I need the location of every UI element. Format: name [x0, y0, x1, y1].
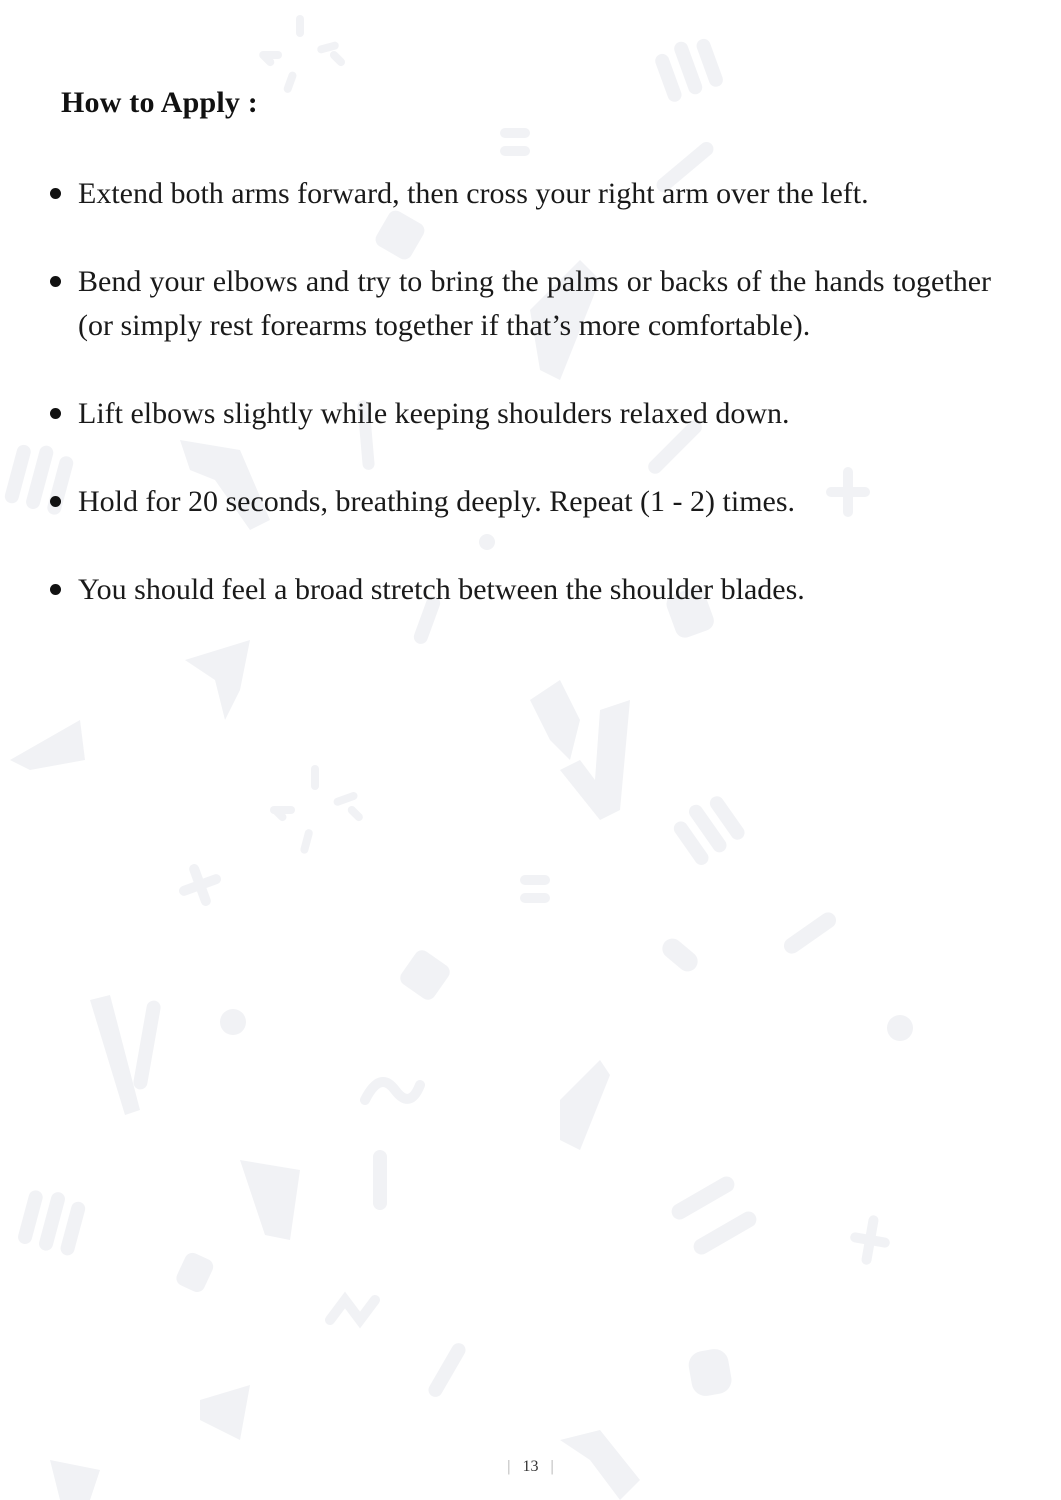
bullet-icon — [50, 584, 61, 595]
page-number-value: 13 — [522, 1458, 539, 1475]
bullet-icon — [50, 276, 61, 287]
list-item-text: Extend both arms forward, then cross your right arm over the left. — [78, 177, 869, 210]
list-item-text: Lift elbows slightly while keeping shoulders relaxed down. — [78, 397, 790, 430]
list-item-text: You should feel a broad stretch between the shoulder blades. — [78, 573, 805, 606]
bullet-icon — [50, 188, 61, 199]
section-heading: How to Apply : — [61, 86, 258, 119]
list-item-text: Hold for 20 seconds, breathing deeply. Repeat (1 - 2) times. — [78, 485, 796, 518]
page-number-divider: | — [507, 1458, 511, 1475]
bullet-icon — [50, 496, 61, 507]
list-item-text: Bend your elbows and try to bring the palms or backs of the hands together (or simply rest forearms together if that’s more comfortable). — [78, 265, 991, 342]
page-number-divider: | — [550, 1458, 554, 1475]
page-number — [0, 1458, 1061, 1476]
bullet-icon — [50, 408, 61, 419]
